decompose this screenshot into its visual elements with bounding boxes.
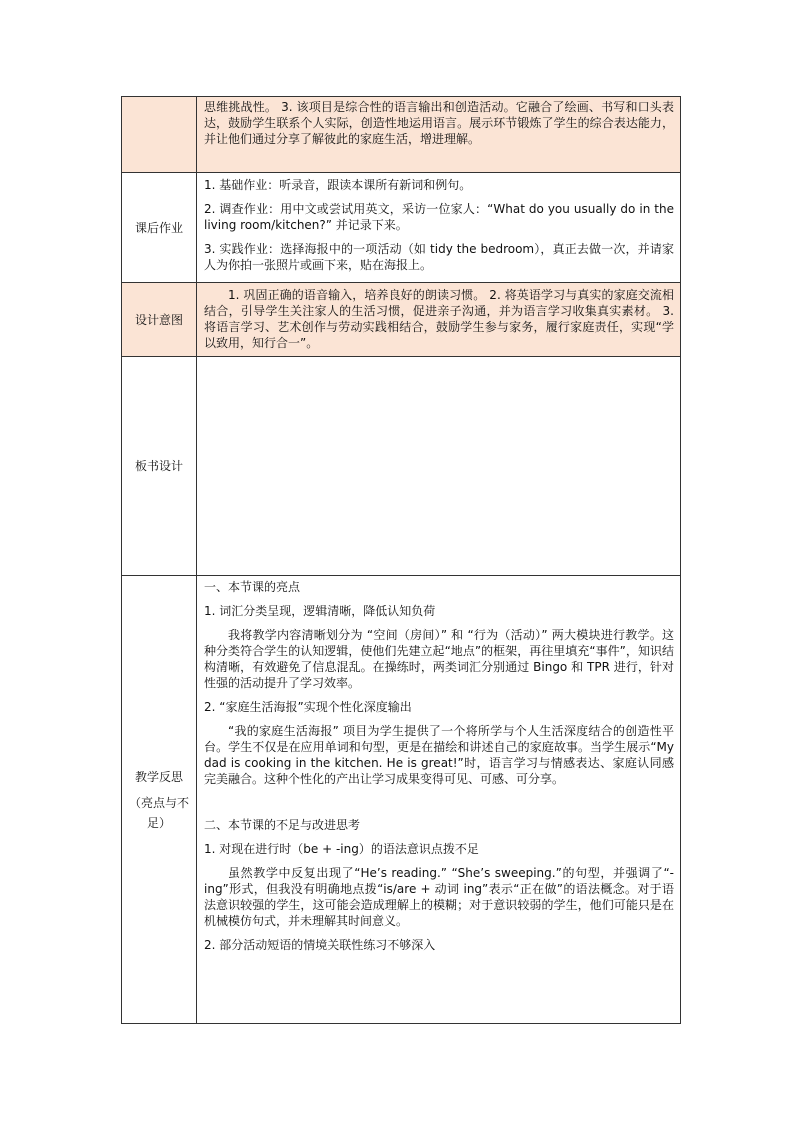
label-homework: 课后作业 <box>122 173 197 283</box>
label-reflection-sub: （亮点与不足） <box>128 795 189 830</box>
row-reflection <box>122 576 681 1024</box>
continued-text: 思维挑战性。 3. 该项目是综合性的语言输出和创造活动。它融合了绘画、书写和口头表达，鼓励学生联系个人实际，创造性地运用语言。展示环节锻炼了学生的综合表达能力，并让他们通过分享了解彼此的家庭生活，增进理解。 <box>204 100 674 146</box>
label-cell-empty <box>122 97 197 173</box>
subheading: 2. 部分活动短语的情境关联性练习不够深入 <box>204 938 436 952</box>
paragraph: 我将教学内容清晰划分为 “空间（房间）” 和 “行为（活动）” 两大模块进行教学。这种分类符合学生的认知逻辑，使他们先建立起“地点”的框架，再往里填充“事件”，知识结构清晰，有效避免了信息混乱。在操练时，两类词汇分别通过 Bingo 和 TPR 进行，针对性强的活动提升了学习效率。 <box>204 628 674 690</box>
row-design-intent <box>122 283 681 357</box>
label-board-design: 板书设计 <box>122 357 197 576</box>
row-board-design <box>122 357 681 576</box>
lesson-plan-table <box>121 96 681 1024</box>
section-heading: 一、本节课的亮点 <box>204 580 301 594</box>
content-cell-design-intent <box>197 283 681 357</box>
content-cell-reflection <box>197 576 681 1024</box>
homework-item: 2. 调查作业：用中文或尝试用英文，采访一位家人：“What do you usually do in the living room/kitchen?” 并记录下来。 <box>204 202 674 232</box>
homework-item: 3. 实践作业：选择海报中的一项活动（如 tidy the bedroom），真正去做一次，并请家人为你拍一张照片或画下来，贴在海报上。 <box>204 242 674 272</box>
homework-item: 1. 基础作业：听录音，跟读本课所有新词和例句。 <box>204 178 472 192</box>
content-cell-board-design <box>197 357 681 576</box>
row-continued <box>122 97 681 173</box>
design-intent-text: 1. 巩固正确的语音输入，培养良好的朗读习惯。 2. 将英语学习与真实的家庭交流相结合，引导学生关注家人的生活习惯，促进亲子沟通，并为语言学习收集真实素材。 3. 将语言学习、艺术创作与劳动实践相结合，鼓励学生参与家务，履行家庭责任，实现“学以致用，知行合一”。 <box>204 288 674 350</box>
subheading: 2. “家庭生活海报”实现个性化深度输出 <box>204 700 412 714</box>
label-reflection-main: 教学反思 <box>134 769 183 784</box>
content-cell-continued <box>197 97 681 173</box>
row-homework <box>122 173 681 283</box>
paragraph: 虽然教学中反复出现了“He’s reading.” “She’s sweeping.”的句型，并强调了“-ing”形式，但我没有明确地点拨“is/are + 动词 ing”表示“正在做”的语法概念。对于语法意识较强的学生，这可能会造成理解上的模糊；对于意识较弱的学生，他们可能只是在机械模仿句式，并未理解其时间意义。 <box>204 866 674 928</box>
section-heading: 二、本节课的不足与改进思考 <box>204 818 361 832</box>
label-reflection <box>122 576 197 1024</box>
label-design-intent: 设计意图 <box>122 283 197 357</box>
subheading: 1. 词汇分类呈现，逻辑清晰，降低认知负荷 <box>204 604 436 618</box>
paragraph: “我的家庭生活海报” 项目为学生提供了一个将所学与个人生活深度结合的创造性平台。学生不仅是在应用单词和句型，更是在描绘和讲述自己的家庭故事。当学生展示“My dad is cooking in the kitchen. He is great!”时，语言学习与情感表达、家庭认同感完美融合。这种个性化的产出让学习成果变得可见、可感、可分享。 <box>204 724 674 786</box>
content-cell-homework <box>197 173 681 283</box>
subheading: 1. 对现在进行时（be + -ing）的语法意识点拨不足 <box>204 842 479 856</box>
